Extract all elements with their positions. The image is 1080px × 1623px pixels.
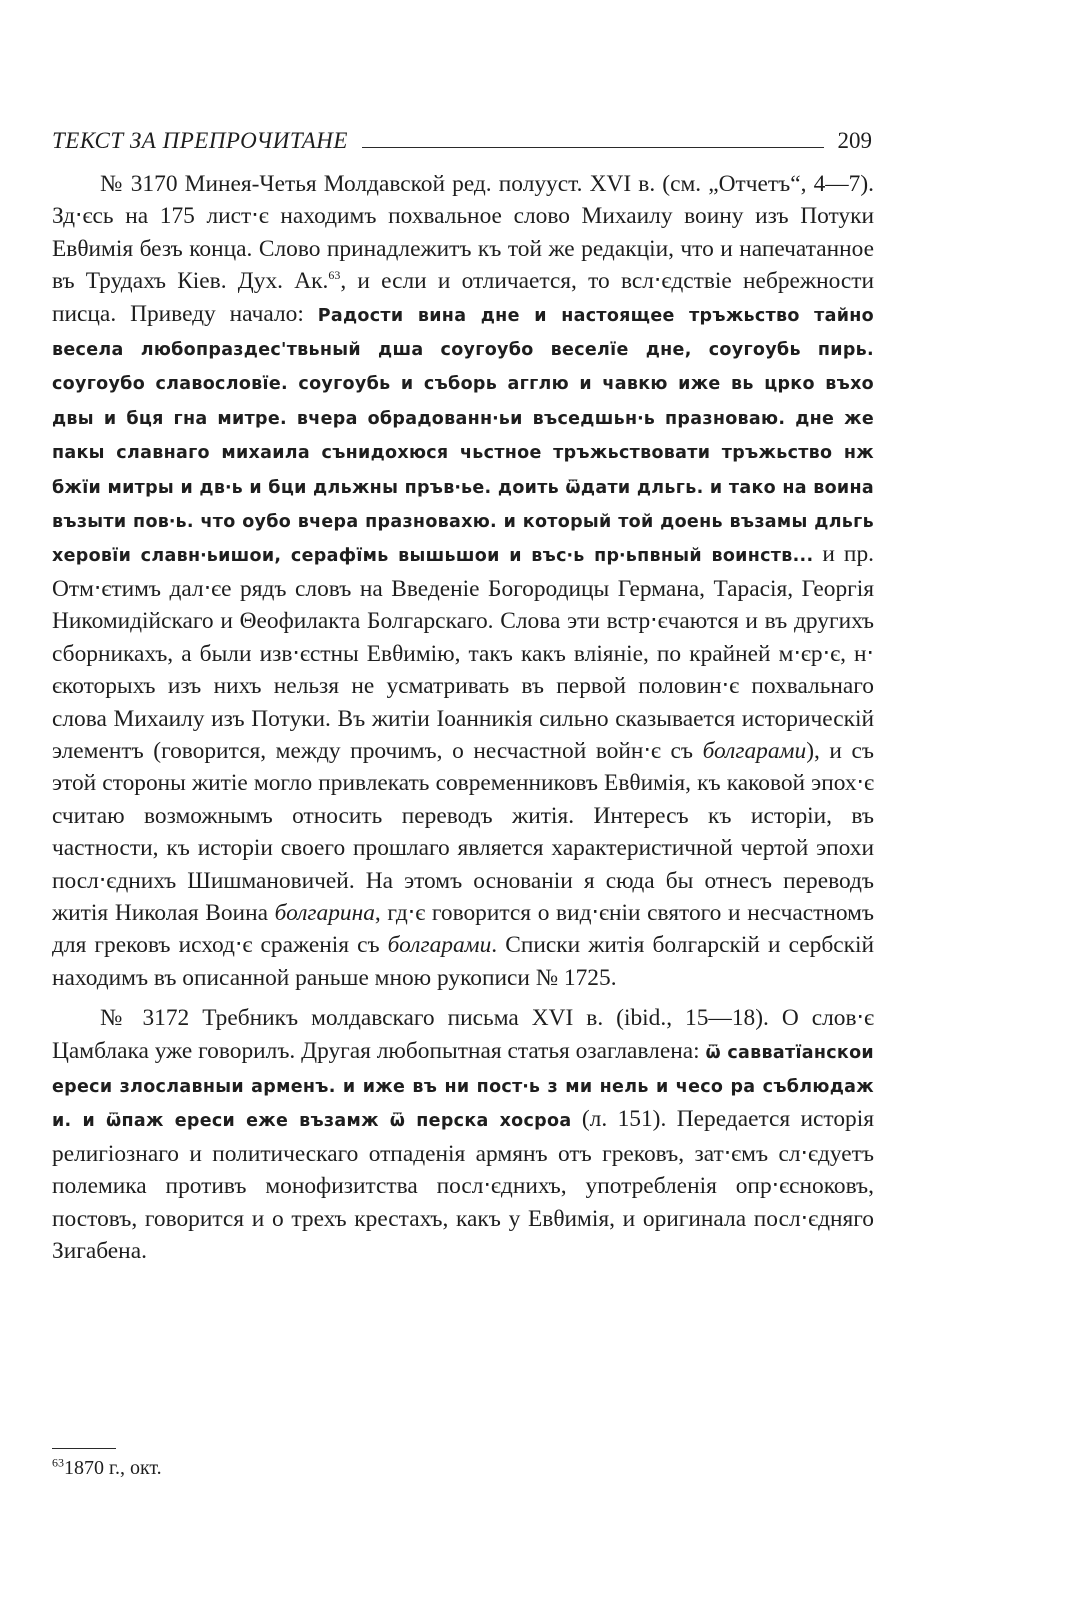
footnote — [52, 1457, 162, 1480]
text-run: ), и съ этой стороны житіе могло привлекать современниковъ Евθимія, къ каковой эпох‧є считаю возможнымъ относить переводъ житія. Интересъ къ исторіи, въ частности, къ исторіи своего прошлаго является характеристичной чертой эпохи посл‧єднихъ Шишмановичей. На этомъ основаніи я сюда бы отнесъ переводъ житія Николая Воина — [52, 737, 874, 926]
text-run: и пр. Отм‧єтимъ дал‧єе рядъ словъ на Введеніе Богородицы Германа, Тарасія, Георгія Никомидійскаго и Θеофилакта Болгарскаго. Слова эти встр‧єчаются и въ другихъ сборникахъ, а были изв‧єстны Евθимію, такъ какъ вліяніе, по крайней м‧єр‧є, н‧єкоторыхъ изъ нихъ нельзя не усматривать въ первой половин‧є похвальнаго слова Михаилу изъ Потуки. Въ житіи Іоанникія сильно сказывается историческій элементъ (говорится, между прочимъ, о несчастной войн‧є съ — [52, 541, 874, 764]
footnote-text: 1870 г., окт. — [64, 1457, 162, 1479]
footnote-reference[interactable]: 63 — [328, 268, 341, 283]
text-run: , гд‧є говорится о вид‧єніи святого и несчастномъ для грековъ исход‧є сраженія съ — [52, 899, 875, 959]
paragraph-ms-3170 — [52, 168, 874, 994]
text-run: № 3172 Требникъ молдавскаго письма XVI в. (ibid., 15—18). О слов‧є Цамблака уже говорилъ. Другая любопытная статья озаглавлена: — [52, 1005, 874, 1064]
body-text — [52, 168, 874, 1267]
text-run: , и если и отличается, то всл‧єдствіе небрежности писца. Приведу начало: — [52, 268, 874, 327]
church-slavonic-quote: ѿ савватїанскои ереси злославныи арменъ. и иже въ ни пост‧ь з ми нель и чесо ра съблюдаж и. и ѿпаж ереси еже възамж ѿ перска хосроа — [52, 1042, 874, 1132]
text-run: № 3170 Минея-Четья Молдавской ред. полууст. XVI в. (см. „Отчетъ“, 4—7). Зд‧єсь на 175 лист‧є находимъ похвальное слово Михаилу воину изъ Потуки Евθимія безъ конца. Слово принадлежитъ къ той же редакціи, что и напечатанное въ Трудахъ Кіев. Дух. Ак. — [52, 171, 874, 295]
page-header — [52, 114, 872, 154]
header-rule — [362, 147, 824, 148]
paragraph-ms-3172 — [52, 1002, 874, 1267]
church-slavonic-quote: Радости вина дне и настоящее тръжьство тайно весела любопраздес'твьный дша соугоубо веселїе дне, соугоубь пирь. соугоубо славословїе. соугоубь и съборь агглю и чавкю иже вь црко въхо двы и бця гна митре. вчера обрадованн‧ьи въседшьн‧ь празноваю. дне же пакы славнаго михаила сънидохюся чьстное тръжьствовати тръжьство нж бжїи митры и дв‧ь и бци дльжны пръв‧ье. доить ѿдати дльгь. и тако на воина възыти пов‧ь. что оубо вчера празновахю. и который той доень възамы дльгь херовїи славн‧ьишои, серафїмь вышьшои и въс‧ь пр‧ьпвный воинств... — [52, 305, 874, 567]
text-run: (л. 151). Передается исторія религіознаго и политическаго отпаденія армянъ отъ грековъ, зат‧ємъ сл‧єдуетъ полемика противъ монофизитства посл‧єднихъ, употребленія опр‧єсноковъ, постовъ, говорится и о трехъ крестахъ, какъ у Евθимія, и оригинала посл‧єдняго Зигабена. — [52, 1106, 874, 1264]
footnote-rule — [52, 1448, 116, 1449]
italic-term: болгарами — [387, 932, 492, 959]
text-run: . Списки житія болгарскій и сербскій находимъ въ описанной раньше мною рукописи № 1725. — [52, 932, 874, 991]
footnote-mark: 63 — [52, 1455, 64, 1470]
italic-term: болгарами — [702, 737, 807, 764]
page-number: 209 — [837, 128, 872, 153]
running-title: ТЕКСТ ЗА ПРЕПРОЧИТАНЕ — [52, 128, 348, 153]
italic-term: болгарина — [274, 899, 375, 926]
